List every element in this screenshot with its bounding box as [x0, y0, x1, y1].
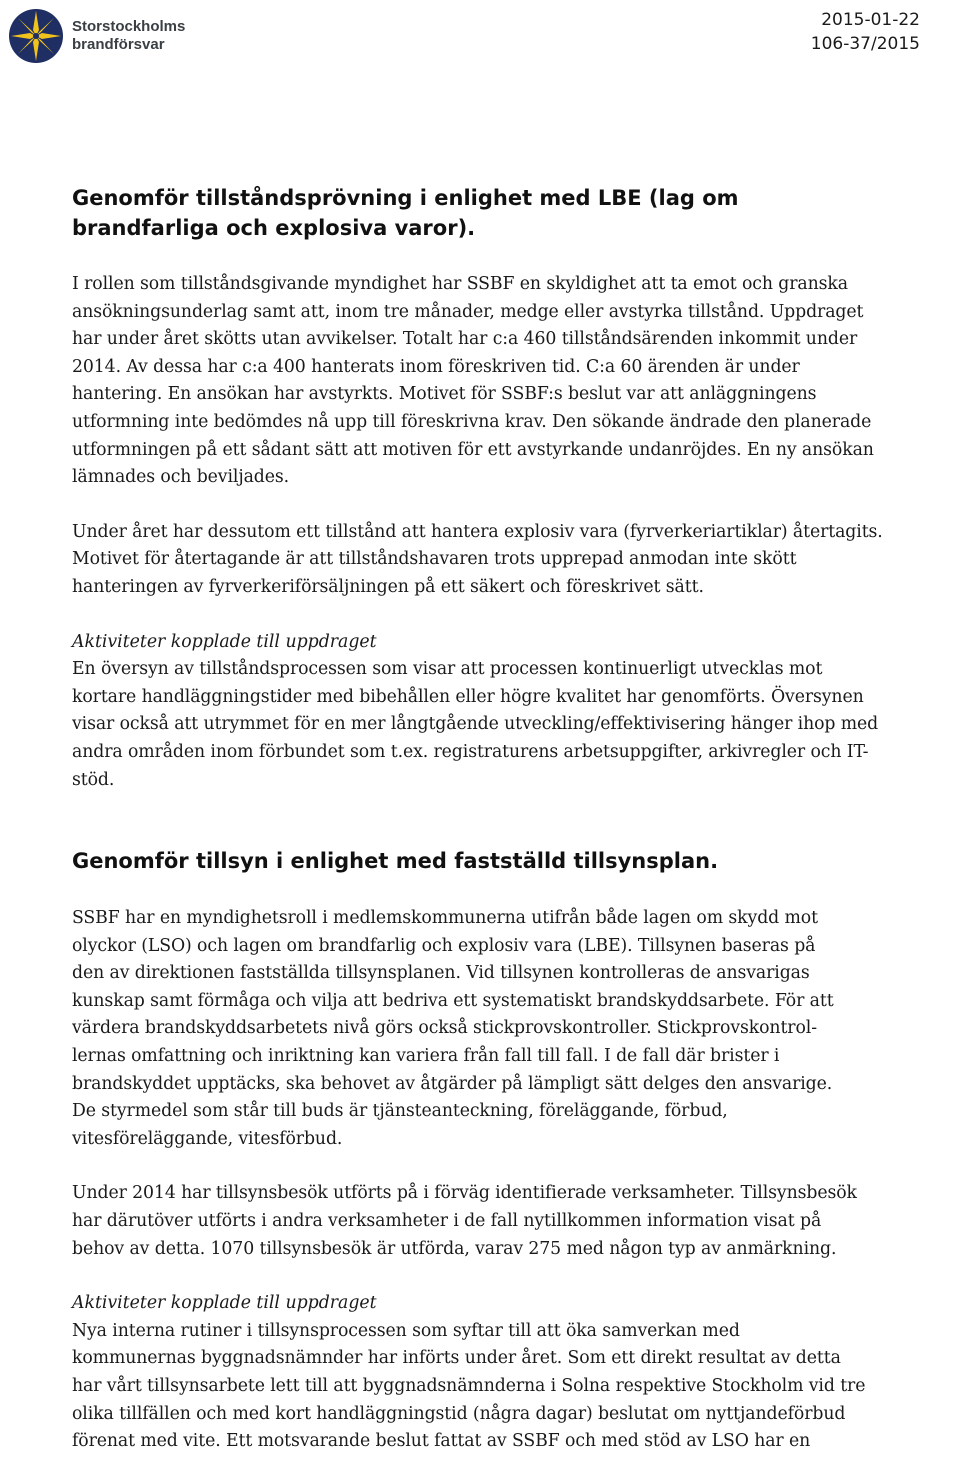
document-reference — [811, 8, 920, 56]
section-2-subheading: Aktiviteter kopplade till uppdraget — [72, 1293, 377, 1314]
organization-logo — [8, 8, 185, 64]
star-emblem-icon — [8, 8, 64, 64]
logo-line-1: Storstockholms — [72, 18, 186, 35]
logo-wordmark — [72, 18, 185, 54]
section-1-paragraph-3: En översyn av tillståndsprocessen som visar att processen kontinuerligt utvecklas mot kortare handläggningstider med bibehållen eller högre kvalitet har genomförts. Översynen visar också att utrymmet för en mer långtgående utveckling/effektivisering hänger ihop med andra områden inom förbundet som t.ex. registraturens arbetsuppgifter, arkivregler och IT- stöd. — [72, 659, 879, 790]
main-content — [72, 183, 960, 1456]
section-2-paragraph-2: Under 2014 har tillsynsbesök utförts på i förväg identifierade verksamheter. Tillsynsbesök har därutöver utförts i andra verksamheter i de fall nytillkommen information visat på behov av detta. 1070 tillsynsbesök är utförda, varav 275 med någon typ av anmärkning. — [72, 1183, 857, 1259]
section-1-paragraph-2: Under året har dessutom ett tillstånd att hantera explosiv vara (fyrverkeriartiklar) återtagits. Motivet för återtagande är att tillståndshavaren trots upprepad anmodan inte skött hanteringen av fyrverkeriförsäljningen på ett säkert och föreskrivet sätt. — [72, 521, 883, 597]
document-date: 2015-01-22 — [821, 10, 920, 30]
section-1-subheading: Aktiviteter kopplade till uppdraget — [72, 631, 377, 652]
document-number: 106-37/2015 — [810, 34, 920, 54]
section-2-paragraph-3: Nya interna rutiner i tillsynsprocessen som syftar till att öka samverkan med kommunernas byggnadsnämnder har införts under året. Som ett direkt resultat av detta har vårt tillsynsarbete lett till att byggnadsnämnderna i Solna respektive Stockholm vid tre olika tillfällen och med kort handläggningstid (några dagar) beslutat om nyttjandeförbud förenat med vite. Ett motsvarande beslut fattat av SSBF och med stöd av LSO har en — [72, 1320, 866, 1452]
section-2-paragraph-1: SSBF har en myndighetsroll i medlemskommunerna utifrån både lagen om skydd mot olyckor (LSO) och lagen om brandfarlig och explosiv vara (LBE). Tillsynen baseras på den av direktionen fastställda tillsynsplanen. Vid tillsynen kontrolleras de ansvarigas kunskap samt förmåga och vilja att bedriva ett systematiskt brandskyddsarbete. För att värdera brandskyddsarbetets nivå görs också stickprovskontroller. Stickprovskontrol- lernas omfattning och inriktning kan variera från fall till fall. I de fall där brister i brandskyddet upptäcks, ska behovet av åtgärder på lämpligt sätt delges den ansvarige. De styrmedel som står till buds är tjänsteanteckning, föreläggande, förbud, vitesföreläggande, vitesförbud. — [72, 908, 834, 1149]
section-1-paragraph-1: I rollen som tillståndsgivande myndighet har SSBF en skyldighet att ta emot och granska ansökningsunderlag samt att, inom tre månader, medge eller avstyrka tillstånd. Uppdraget har under året skötts utan avvikelser. Totalt har c:a 460 tillståndsärenden inkommit under 2014. Av dessa har c:a 400 hanterats inom föreskriven tid. C:a 60 ärenden är under hantering. En ansökan har avstyrkts. Motivet för SSBF:s beslut var att anläggningens utformning inte bedömdes nå upp till föreskrivna krav. Den sökande ändrade den planerade utformningen på ett sådant sätt att motiven för ett avstyrkande undanröjdes. En ny ansökan lämnades och beviljades. — [72, 274, 874, 488]
logo-line-2: brandförsvar — [72, 36, 165, 53]
section-1-heading: Genomför tillståndsprövning i enlighet med LBE (lag om brandfarliga och explosiva varor). — [72, 186, 739, 240]
section-2-heading: Genomför tillsyn i enlighet med fastställd tillsynsplan. — [72, 849, 719, 874]
